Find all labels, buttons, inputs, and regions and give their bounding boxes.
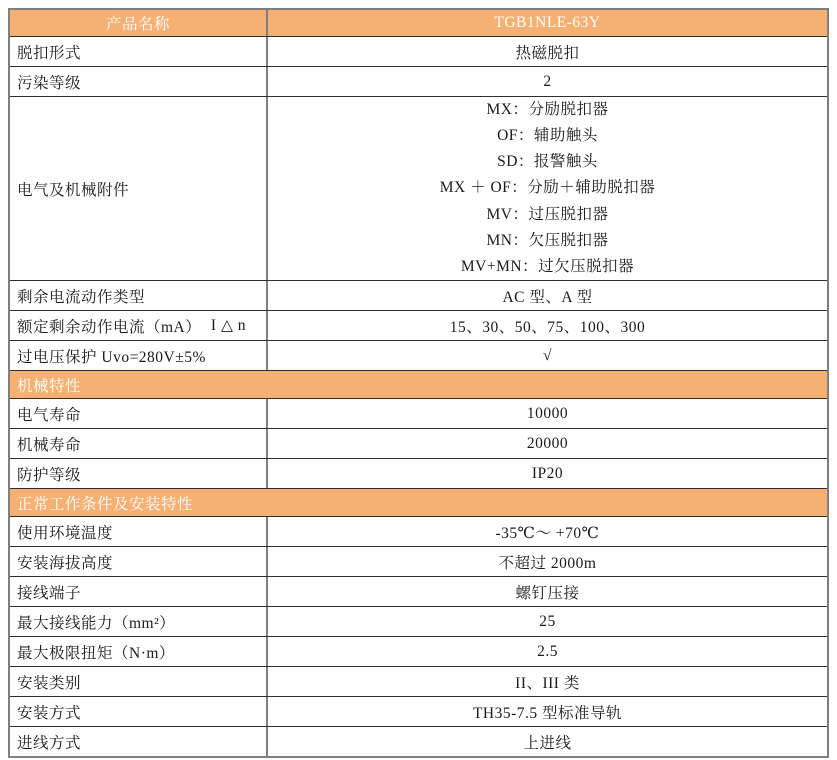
spec-row: [10, 428, 827, 458]
spec-row: [10, 96, 827, 280]
spec-row: [10, 458, 827, 488]
spec-label: [10, 459, 268, 488]
spec-row: [10, 340, 827, 370]
spec-label-extra: I △ n: [210, 317, 246, 334]
spec-value-line: SD：报警触头: [497, 153, 598, 171]
spec-label-text: 防护等级: [17, 466, 82, 484]
spec-label: [10, 667, 268, 696]
spec-label: [10, 97, 268, 280]
spec-label-text: 污染等级: [17, 74, 82, 92]
spec-value: 15、30、50、75、100、300: [449, 318, 646, 336]
spec-label-text: 最大接线能力（mm²）: [17, 614, 176, 632]
spec-label: [10, 607, 268, 636]
section-header: 机械特性: [10, 370, 827, 398]
header-row: [10, 10, 827, 36]
spec-value: 25: [539, 612, 556, 630]
spec-value: 10000: [526, 404, 569, 422]
spec-value-line: OF：辅助触头: [497, 127, 598, 144]
spec-value: 2: [543, 72, 552, 90]
spec-label-text: 电气及机械附件: [17, 181, 130, 199]
spec-row: [10, 606, 827, 636]
spec-label: [10, 311, 268, 340]
spec-value: 不超过 2000m: [498, 554, 597, 572]
spec-value: 螺钉压接: [515, 584, 580, 602]
spec-label-text: 安装海拔高度: [17, 554, 114, 572]
spec-table: [8, 8, 829, 758]
spec-label: [10, 37, 268, 66]
spec-value-line: MX ＋ OF：分励＋辅助脱扣器: [439, 179, 656, 197]
spec-value-line: MX：分励脱扣器: [486, 100, 609, 118]
spec-row: [10, 516, 827, 546]
spec-label-text: 进线方式: [17, 734, 82, 752]
section-header: 正常工作条件及安装特性: [10, 488, 827, 516]
spec-row: [10, 576, 827, 606]
spec-label: [10, 399, 268, 428]
spec-value: 2.5: [537, 642, 558, 660]
spec-label-text: 最大极限扭矩（N·m）: [17, 644, 175, 662]
spec-label: [10, 727, 268, 756]
spec-label: [10, 67, 268, 96]
product-model-value: TGB1NLE-63Y: [268, 10, 827, 36]
spec-row: [10, 546, 827, 576]
spec-label-text: 额定剩余动作电流（mA）: [17, 318, 202, 336]
spec-label-text: 脱扣形式: [17, 44, 82, 62]
spec-label-text: 接线端子: [17, 584, 82, 602]
spec-label: [10, 341, 268, 370]
spec-row: [10, 66, 827, 96]
spec-value-line: MV：过压脱扣器: [486, 205, 609, 223]
spec-value: II、III 类: [515, 674, 580, 692]
spec-value-line: MN：欠压脱扣器: [486, 231, 609, 249]
spec-row: [10, 666, 827, 696]
spec-value: [268, 97, 827, 280]
spec-label-text: 过电压保护 Uvo=280V±5%: [17, 348, 206, 366]
spec-label: [10, 637, 268, 666]
spec-row: [10, 636, 827, 666]
spec-row: [10, 280, 827, 310]
spec-value: 上进线: [523, 734, 572, 752]
spec-label: [10, 547, 268, 576]
spec-label-text: 剩余电流动作类型: [17, 288, 146, 306]
spec-label-text: 电气寿命: [17, 406, 82, 424]
spec-value: IP20: [531, 464, 564, 482]
spec-value: √: [542, 346, 552, 364]
spec-label-text: 机械寿命: [17, 436, 82, 454]
spec-label-text: 使用环境温度: [17, 524, 114, 542]
spec-label: [10, 429, 268, 458]
product-name-header: 产品名称: [10, 10, 268, 36]
spec-value-line: MV+MN：过欠压脱扣器: [460, 258, 635, 276]
spec-value-lines: [272, 97, 823, 280]
spec-value: AC 型、A 型: [502, 288, 593, 306]
spec-value: -35℃～ +70℃: [495, 524, 600, 542]
spec-row: [10, 726, 827, 756]
spec-value: 热磁脱扣: [515, 44, 580, 62]
spec-label: [10, 697, 268, 726]
spec-label: [10, 517, 268, 546]
spec-label: [10, 577, 268, 606]
spec-value: 20000: [526, 434, 569, 452]
spec-row: [10, 36, 827, 66]
spec-value: TH35-7.5 型标准导轨: [472, 704, 623, 722]
spec-label-text: 安装方式: [17, 704, 82, 722]
spec-row: [10, 398, 827, 428]
spec-label-text: 安装类别: [17, 674, 82, 692]
spec-row: [10, 310, 827, 340]
spec-label: [10, 281, 268, 310]
spec-row: [10, 696, 827, 726]
